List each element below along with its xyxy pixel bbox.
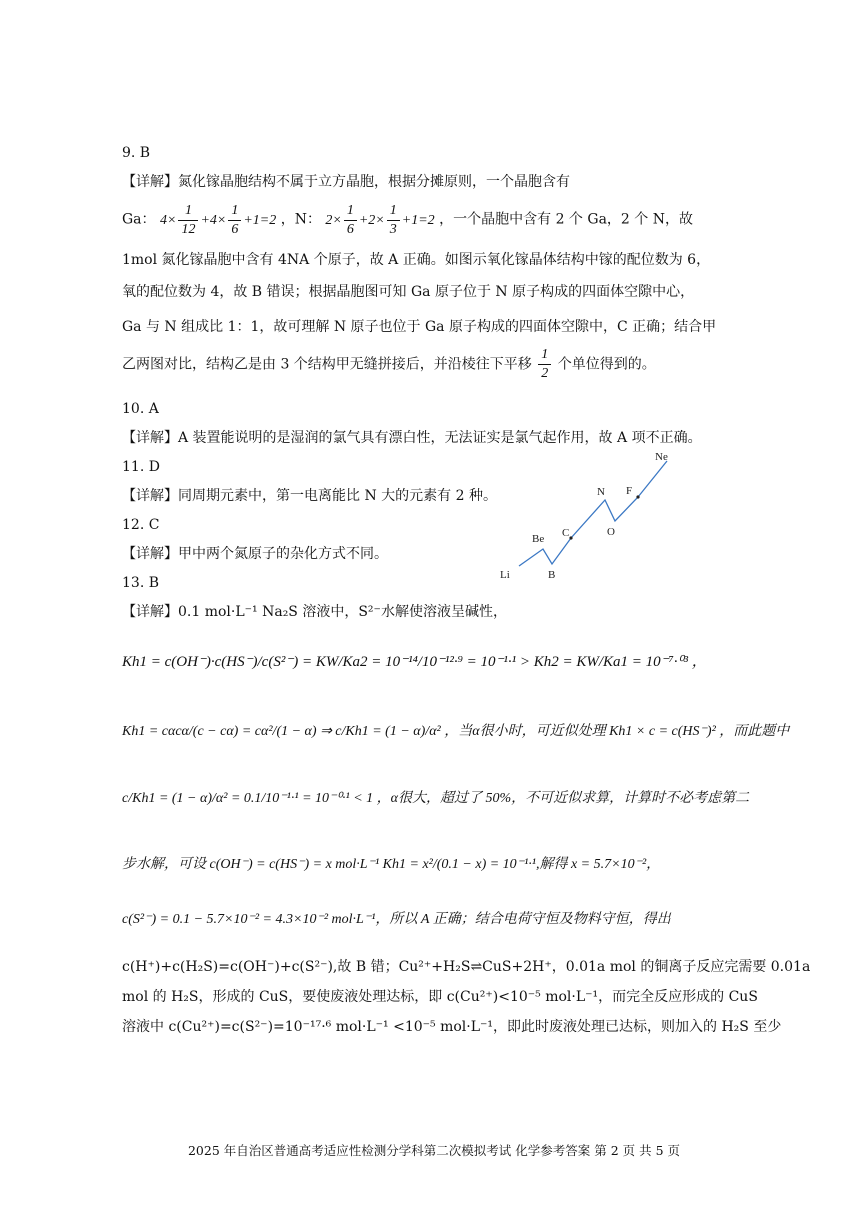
q10-line-1: 【详解】A 装置能说明的是湿润的氯气具有漂白性，无法证实是氯气起作用，故 A 项不正确。 — [122, 430, 702, 446]
c-dot — [569, 536, 572, 539]
label-n: N — [597, 486, 605, 498]
label-li: Li — [500, 569, 510, 581]
q9-line-6: 乙两图对比，结构乙是由 3 个结构甲无缝拼接后，并沿棱往下平移 $\frac{1}{2}$ 个单位得到的。 — [122, 347, 656, 381]
q9-line-5: Ga 与 N 组成比 1：1，故可理解 N 原子也位于 Ga 原子构成的四面体空隙中，C 正确；结合甲 — [122, 319, 717, 335]
page-footer: 2025 年自治区普通高考适应性检测分学科第二次模拟考试 化学参考答案 第 2 页 共 5 页 — [187, 1143, 680, 1158]
label-be: Be — [532, 533, 545, 545]
q11-title: 11. D — [122, 459, 160, 475]
label-ne: Ne — [655, 451, 668, 463]
label-f: F — [626, 485, 633, 497]
q13-equation-5: c(S²⁻) = 0.1 − 5.7×10⁻² = 4.3×10⁻² mol·L⁻¹，所以 A 正确；结合电荷守恒及物料守恒，得出 — [122, 912, 671, 927]
q9-line-1: 【详解】氮化镓晶胞结构不属于立方晶胞，根据分摊原则，一个晶胞含有 — [122, 174, 570, 190]
n-label: ，N： — [280, 211, 321, 228]
q13-line-8: 溶液中 c(Cu²⁺)=c(S²⁻)=10⁻¹⁷·⁶ mol·L⁻¹ <10⁻⁵ mol·L⁻¹，即此时废液处理已达标，则加入的 H₂S 至少 — [122, 1019, 782, 1035]
n-formula: 2× $\frac{1}{6}$ +2× $\frac{1}{3}$ +1=2 — [325, 203, 435, 237]
label-o: O — [607, 526, 615, 538]
q9-line-4: 氧的配位数为 4，故 B 错误；根据晶胞图可知 Ga 原子位于 N 原子构成的四面体空隙中心， — [122, 284, 695, 300]
label-b: B — [548, 569, 556, 581]
label-c: C — [562, 527, 570, 539]
q12-line-1: 【详解】甲中两个氮原子的杂化方式不同。 — [122, 546, 388, 562]
f-dot — [636, 495, 639, 498]
q13-line-6: c(H⁺)+c(H₂S)=c(OH⁻)+c(S²⁻),故 B 错；Cu²⁺+H₂S⇌CuS+2H⁺，0.01a mol 的铜离子反应完需要 0.01a — [122, 959, 811, 975]
q13-equation-4: 步水解，可设 c(OH⁻) = c(HS⁻) = x mol·L⁻¹ Kh1 = x²/(0.1 − x) = 10⁻¹·¹,解得 x = 5.7×10⁻²， — [122, 857, 661, 872]
q10-title: 10. A — [122, 401, 159, 417]
q13-equation-3: c/Kh1 = (1 − α)/α² = 0.1/10⁻¹·¹ = 10⁻⁰·¹ < 1 ，α很大，超过了 50%，不可近似求算，计算时不必考虑第二 — [122, 791, 750, 806]
ionization-energy-diagram — [495, 447, 685, 585]
q9-title: 9. B — [122, 145, 151, 161]
q13-equation-2: Kh1 = cαcα/(c − cα) = cα²/(1 − α) ⇒ c/Kh1 = (1 − α)/α² ，当α很小时，可近似处理 Kh1 × c = c(HS⁻)² ，而此题中 — [122, 724, 790, 739]
q13-title: 13. B — [122, 575, 160, 591]
half-fraction: $\frac{1}{2}$ — [538, 346, 551, 383]
q13-line-7: mol 的 H₂S，形成的 CuS，要使废液处理达标，即 c(Cu²⁺)<10⁻⁵ mol·L⁻¹，而完全反应形成的 CuS — [122, 989, 758, 1005]
q12-title: 12. C — [122, 517, 160, 533]
q11-line-1: 【详解】同周期元素中，第一电离能比 N 大的元素有 2 种。 — [122, 488, 497, 504]
q13-line-1: 【详解】0.1 mol·L⁻¹ Na₂S 溶液中，S²⁻水解使溶液呈碱性， — [122, 604, 507, 620]
q9-line-2 — [122, 202, 693, 239]
ga-formula: 4× $\frac{1}{12}$ +4× $\frac{1}{6}$ +1=2 — [159, 203, 277, 237]
ga-label: Ga： — [122, 211, 156, 228]
q9-line-2-tail: ，一个晶胞中含有 2 个 Ga，2 个 N，故 — [439, 211, 693, 228]
q13-equation-1: Kh1 = c(OH⁻)·c(HS⁻)/c(S²⁻) = KW/Ka2 = 10⁻¹⁴/10⁻¹²·⁹ = 10⁻¹·¹ > Kh2 = KW/Ka1 = 10⁻⁷·⁰³ ， — [122, 654, 707, 670]
ionization-energy-line — [519, 461, 667, 566]
q9-line-3: 1mol 氮化镓晶胞中含有 4NA 个原子，故 A 正确。如图示氧化镓晶体结构中镓的配位数为 6， — [122, 252, 711, 268]
